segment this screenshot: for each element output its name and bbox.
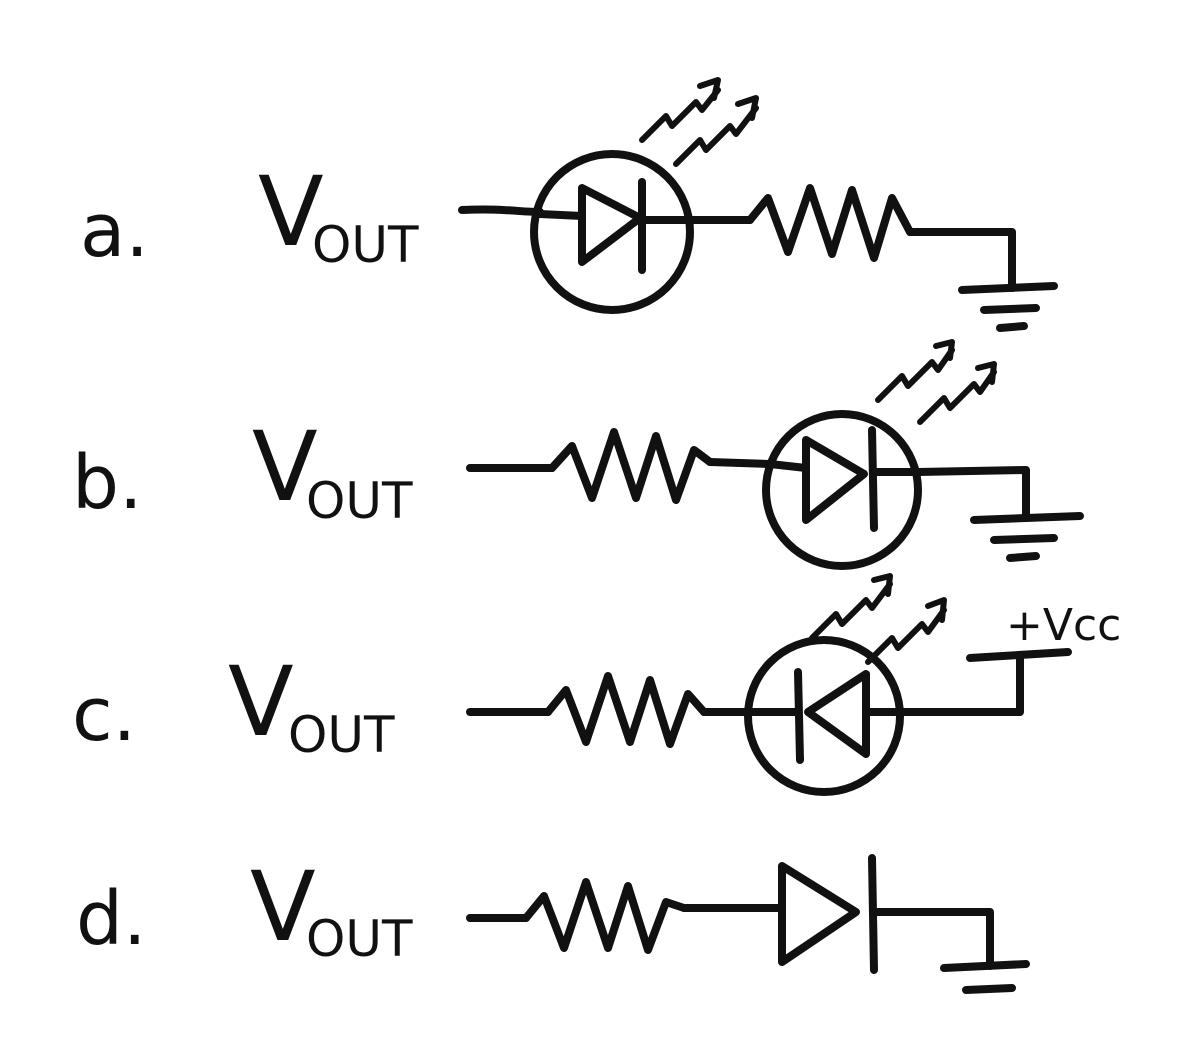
option-a-wire-out <box>910 232 1012 288</box>
option-b-out: OUT <box>306 472 413 530</box>
option-a-wire-in <box>462 209 540 212</box>
option-b-arrow-1 <box>878 350 952 400</box>
option-a-ground-icon <box>962 286 1054 328</box>
option-a-led <box>534 80 756 310</box>
option-c-supply-label: +Vcc <box>1006 600 1122 651</box>
option-d-v: V <box>250 851 316 963</box>
option-b-wire-out <box>918 470 1026 518</box>
option-a-arrow-1 <box>642 90 718 140</box>
option-b-wire-mid <box>710 462 770 464</box>
option-a-light-arrows-icon <box>642 80 756 164</box>
option-c-led-triangle <box>808 674 866 754</box>
option-a-arrow-2 <box>676 108 756 164</box>
option-a-led-lead-left <box>540 214 582 216</box>
option-b-led-triangle <box>806 440 864 520</box>
option-b-led <box>766 342 994 566</box>
option-a <box>80 80 1054 328</box>
option-b-v: V <box>252 411 318 523</box>
option-a-arrow-1-head <box>700 80 718 98</box>
option-b-ground-icon <box>974 516 1080 558</box>
option-c-arrow-1 <box>812 584 890 638</box>
option-d-vout-label <box>250 851 413 968</box>
option-b-led-lead-left <box>770 464 806 468</box>
option-c-arrow-2 <box>868 610 944 662</box>
option-c-light-arrows-icon <box>812 576 944 662</box>
option-c-led-bar <box>798 672 800 760</box>
option-c-resistor <box>548 676 704 744</box>
option-c-letter: c. <box>72 672 137 758</box>
option-b-led-bar <box>872 430 874 528</box>
option-b <box>72 342 1080 566</box>
option-d-diode <box>782 858 874 970</box>
option-b-ground-line-3 <box>1010 556 1036 558</box>
option-c-supply-bar <box>970 652 1068 658</box>
option-c-v: V <box>228 646 294 758</box>
option-c-out: OUT <box>288 706 395 764</box>
option-b-ground-line-1 <box>974 516 1080 520</box>
option-c <box>72 576 1121 792</box>
option-b-letter: b. <box>72 440 143 526</box>
option-b-ground-line-2 <box>994 538 1054 540</box>
option-a-v: V <box>258 156 324 268</box>
option-a-vout-label <box>258 156 419 274</box>
option-d-letter: d. <box>76 876 147 962</box>
option-d-diode-triangle <box>782 866 856 962</box>
option-a-letter: a. <box>80 188 149 274</box>
option-a-ground-line-1 <box>962 286 1054 290</box>
option-a-ground-line-2 <box>984 308 1036 310</box>
option-b-arrow-1-head <box>936 342 952 358</box>
option-b-resistor <box>552 432 710 500</box>
option-d-ground-icon <box>944 964 1026 990</box>
option-b-light-arrows-icon <box>878 342 994 422</box>
option-a-ground-line-3 <box>1000 326 1024 328</box>
option-c-wire-out <box>900 656 1020 712</box>
option-c-vout-label <box>228 646 395 764</box>
option-c-supply-vcc <box>970 600 1121 658</box>
option-b-arrow-2 <box>920 372 994 422</box>
option-c-led <box>748 576 944 792</box>
option-d-wire-out <box>874 912 990 966</box>
option-d-ground-line-2 <box>966 988 1012 990</box>
option-d-ground-line-1 <box>944 964 1026 968</box>
option-d <box>76 851 1026 990</box>
option-a-led-triangle <box>582 188 640 262</box>
option-a-resistor <box>750 188 910 258</box>
option-b-vout-label <box>252 411 413 530</box>
option-a-out: OUT <box>312 216 419 274</box>
option-d-resistor <box>526 882 684 950</box>
option-a-led-circle <box>534 154 690 310</box>
option-d-out: OUT <box>306 910 413 968</box>
